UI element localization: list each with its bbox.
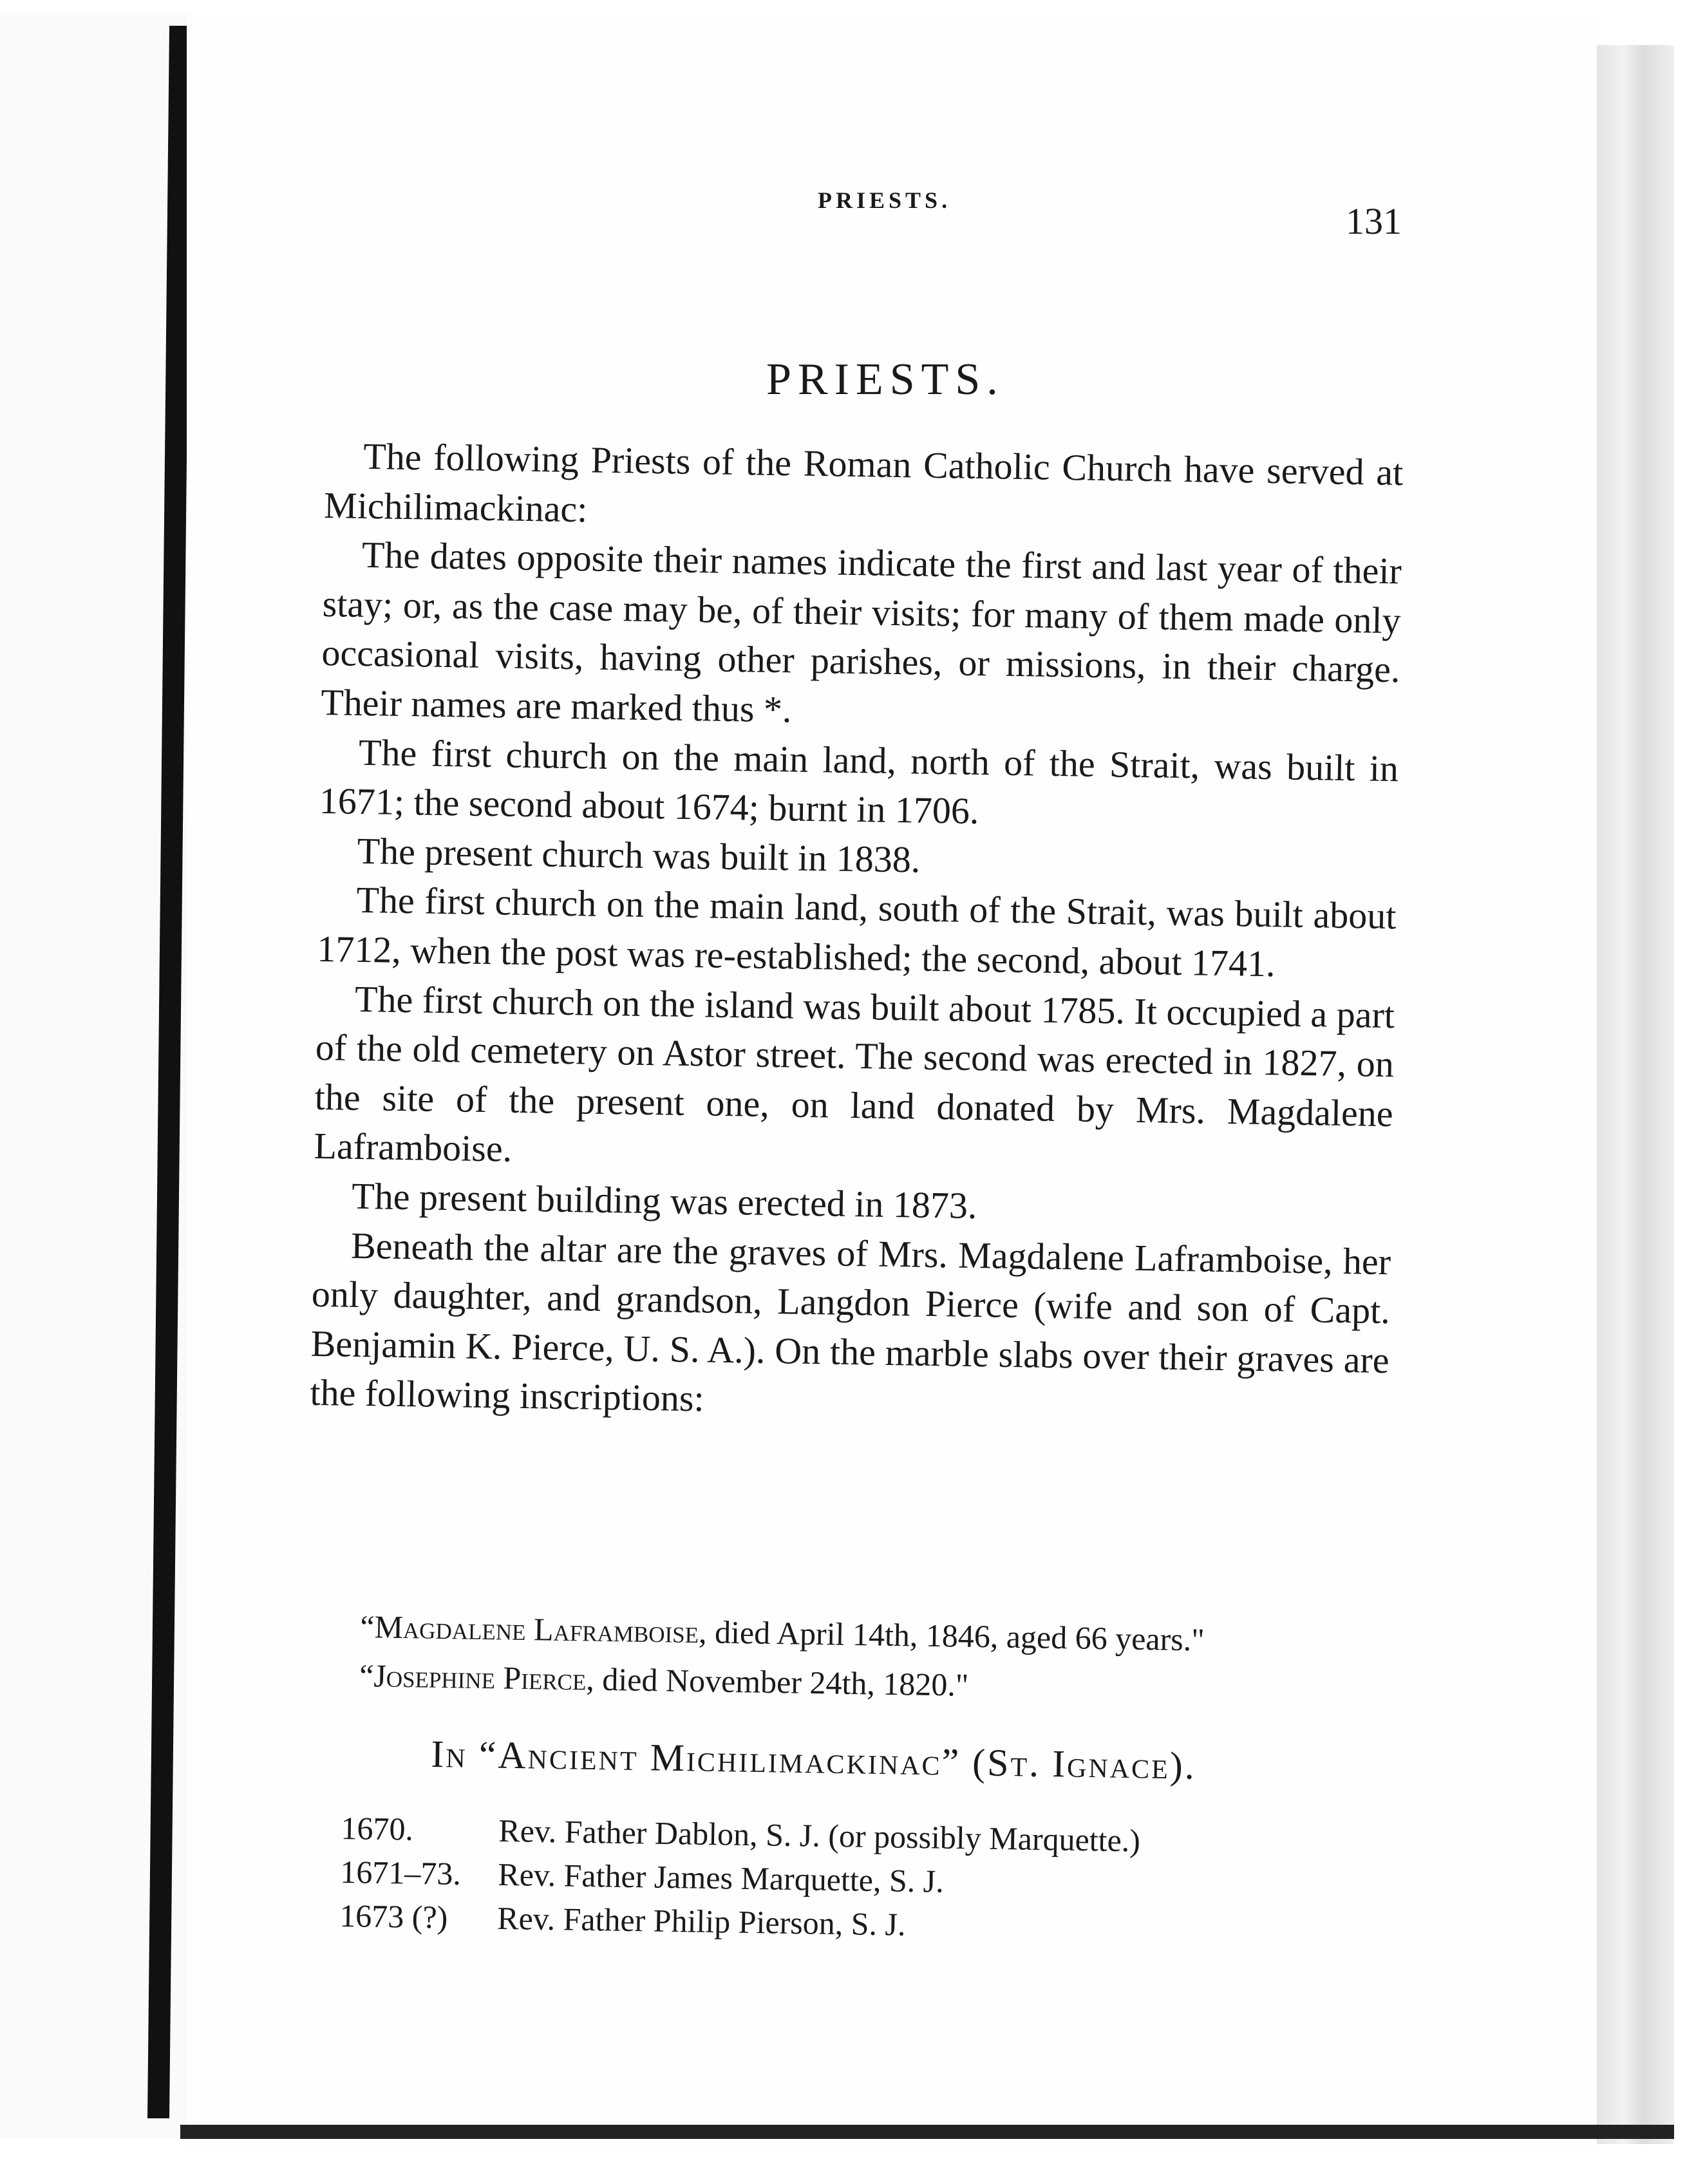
priest-years: 1671–73. [339, 1853, 462, 1892]
inscription: “Magdalene Laframboise, died April 14th, 1846, aged 66 years." [359, 1608, 1205, 1658]
priest-years: 1673 (?) [339, 1897, 448, 1935]
paragraph: The first church on the main land, north of the Strait, was built in 1671; the second about 1674; burnt in 1706. [319, 731, 1399, 833]
inscription-name: Magdalene Laframboise [374, 1608, 699, 1650]
priest-years: 1670. [341, 1809, 414, 1847]
paragraph: The following Priests of the Roman Catholic Church have served at Michilimackinac: [323, 435, 1404, 531]
section-heading: In “Ancient Michilimackinac” (St. Ignace). [430, 1732, 1197, 1787]
inscription-text: , died November 24th, 1820." [585, 1661, 969, 1703]
inscriptions [359, 1602, 1391, 1716]
paragraph: The dates opposite their names indicate the first and last year of their stay; or, as the case may be, of their visits; for many of them made only occasional visits, having other parishes, or missions, in their charge. Their names are marked thus *. [320, 534, 1402, 731]
chapter-title: PRIESTS. [766, 355, 1004, 404]
paragraph: The present church was built in 1838. [357, 829, 921, 881]
page-number: 131 [1346, 200, 1402, 242]
paragraph: Beneath the altar are the graves of Mrs. Magdalene Laframboise, her only daughter, and grandson, Langdon Pierce (wife and son of Capt. Benjamin K. Pierce, U. S. A.). On the marble slabs over their graves are the following inscriptions: [310, 1224, 1391, 1420]
body-text [310, 431, 1404, 1435]
paragraph: The first church on the island was built about 1785. It occupied a part of the old cemetery on Astor street. The second was erected in 1827, on the site of the present one, on land donated by Mrs. Magdalene Laframboise. [314, 977, 1395, 1171]
inscription-name: Josephine Pierce [373, 1657, 587, 1697]
inscription: “Josephine Pierce, died November 24th, 1820." [359, 1657, 969, 1703]
inscription-text: , died April 14th, 1846, aged 66 years." [698, 1614, 1205, 1658]
running-head: PRIESTS. [818, 187, 952, 213]
priest-list [339, 1806, 1307, 1953]
priest-name: Rev. Father Philip Pierson, S. J. [496, 1899, 906, 1943]
priest-name: Rev. Father Dablon, S. J. (or possibly Marquette.) [498, 1812, 1141, 1859]
paragraph: The first church on the main land, south of the Strait, was built about 1712, when the post was re-established; the second, about 1741. [316, 879, 1397, 985]
page-bottom-shadow [180, 2125, 1674, 2139]
paragraph: The present building was erected in 1873. [351, 1174, 977, 1227]
page-stack-edge [1597, 45, 1674, 2144]
priest-name: Rev. Father James Marquette, S. J. [497, 1856, 945, 1899]
